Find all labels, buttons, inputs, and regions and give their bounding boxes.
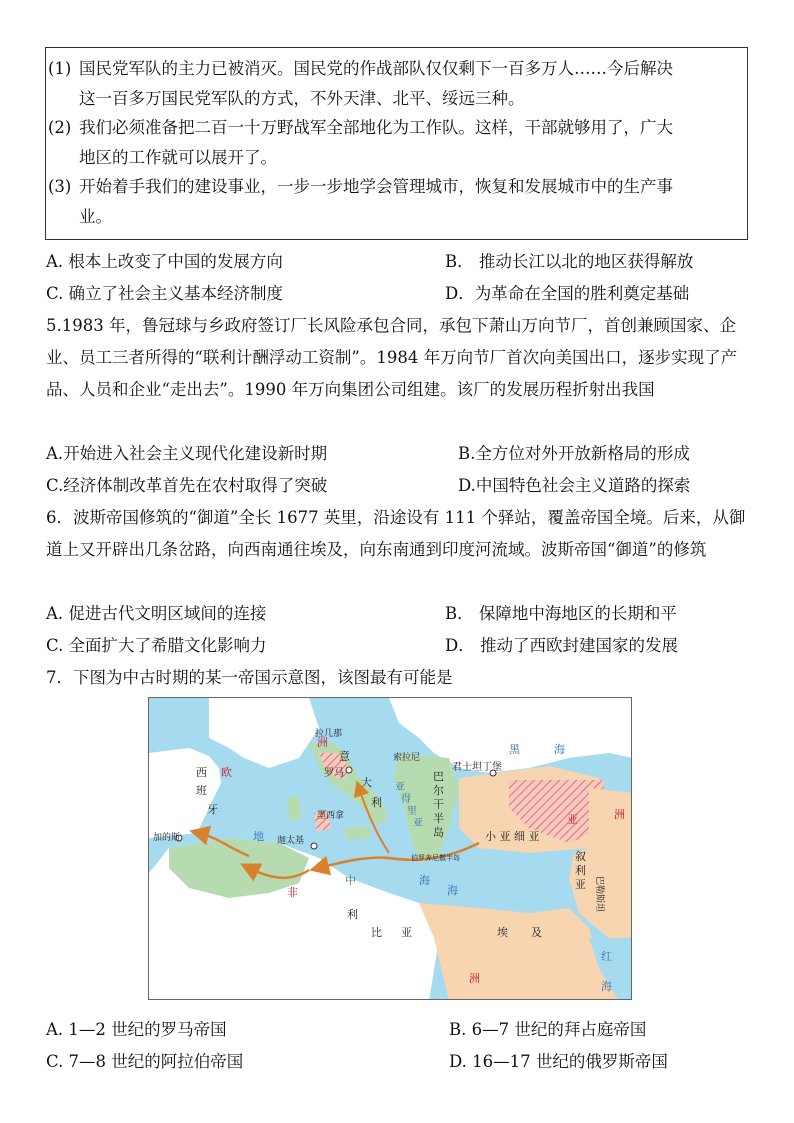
label-ya2: 亚 [575, 878, 586, 891]
label-xu: 叙 [575, 850, 586, 863]
label-bi: 比 [371, 926, 382, 939]
label-li: 利 [371, 796, 382, 809]
label-li-sea: 里 [407, 806, 417, 817]
label-zhou-right: 洲 [614, 808, 625, 821]
label-ya-sea2: 亚 [413, 818, 423, 829]
label-junshi: 君士坦丁堡 [452, 762, 502, 773]
label-hai-black: 海 [554, 743, 565, 756]
label-lanuona: 拉几那 [315, 729, 343, 739]
quote-text-cont: 业。 [79, 206, 112, 226]
quote-item-3 [46, 172, 739, 231]
label-li3: 利 [347, 908, 358, 921]
quote-text-cont: 这一百多万国民党军队的方式，不外天津、北平、绥远三种。 [79, 88, 525, 108]
q5-option-d[interactable]: D.中国特色社会主义道路的探索 [458, 476, 691, 495]
quote-text: 开始着手我们的建设事业，一步一步地学会管理城市，恢复和发展城市中的生产事 [79, 177, 673, 196]
q4-option-a[interactable]: A. 根本上改变了中国的发展方向 [46, 252, 283, 271]
label-hai-med: 海 [447, 884, 458, 897]
q7-option-c[interactable]: C. 7—8 世纪的阿拉伯帝国 [46, 1052, 244, 1071]
quote-number: (3) [48, 177, 72, 196]
q6-option-d[interactable]: D． 推动了西欧封建国家的发展 [445, 636, 678, 655]
quote-text: 国民党军队的主力已被消灭。国民党的作战部队仅仅剩下一百多万人……今后解决 [79, 59, 673, 78]
q6-stem: 6．波斯帝国修筑的“御道”全长 1677 英里，沿途设有 111 个驿站，覆盖帝国全境。后来，从御道上又开辟出几条岔路，向西南通往埃及，向东南通到印度河流域。波斯帝国“御道”的修筑 [46, 508, 746, 559]
label-li2: 利 [575, 864, 586, 877]
label-de: 得 [401, 794, 411, 805]
label-gan: 干 [433, 798, 444, 811]
label-jiataiji: 迦太基 [277, 836, 305, 846]
q7-option-b[interactable]: B. 6—7 世纪的拜占庭帝国 [449, 1020, 647, 1039]
quote-text-cont: 地区的工作就可以展开了。 [79, 147, 277, 167]
q6-option-b[interactable]: B． 保障地中海地区的长期和平 [445, 604, 677, 623]
label-xiaoya: 小 亚 细 亚 [485, 830, 540, 843]
corsica [287, 796, 301, 822]
label-ya3: 亚 [401, 926, 412, 939]
label-suoling: 索拉尼 [393, 753, 421, 763]
label-zhou-top: 洲 [317, 736, 328, 749]
q4-option-b[interactable]: B． 推动长江以北的地区获得解放 [445, 252, 694, 271]
label-dao: 岛 [433, 826, 444, 839]
label-ya: 牙 [207, 803, 218, 816]
q7-option-d[interactable]: D. 16—17 世纪的俄罗斯帝国 [449, 1052, 668, 1071]
quote-item-2 [46, 113, 739, 172]
label-hong: 红 [601, 950, 612, 963]
label-ya-asia: 亚 [567, 813, 578, 826]
label-xi: 西 [196, 766, 207, 779]
q5-option-a[interactable]: A.开始进入社会主义现代化建设新时期 [46, 444, 328, 463]
map-svg [149, 698, 632, 1000]
label-ou: 欧 [221, 766, 232, 779]
label-fei: 非 [287, 886, 298, 899]
label-ai: 埃 [497, 926, 508, 939]
label-ya-sea: 亚 [395, 782, 405, 793]
q4-option-c[interactable]: C. 确立了社会主义基本经济制度 [46, 284, 284, 303]
label-boluo: 伯罗奔尼撒半岛 [411, 854, 460, 862]
label-zhong: 中 [345, 874, 356, 887]
city-carthage-dot [311, 843, 317, 849]
label-er: 尔 [433, 784, 444, 797]
empire-map [148, 697, 632, 1000]
label-jiadisi: 加的斯 [153, 833, 181, 843]
quote-number: (2) [48, 118, 72, 137]
label-ban: 班 [196, 784, 207, 797]
sicily [344, 826, 371, 840]
label-luoma: 罗马 [324, 768, 344, 779]
q7-option-a[interactable]: A. 1—2 世纪的罗马帝国 [46, 1020, 227, 1039]
q4-option-d[interactable]: D．为革命在全国的胜利奠定基础 [445, 284, 690, 303]
label-zhou-africa: 洲 [469, 972, 480, 985]
quote-text: 我们必须准备把二百一十万野战军全部地化为工作队。这样，干部就够用了，广大 [79, 118, 673, 137]
label-ba: 巴 [433, 770, 444, 783]
label-hai-red: 海 [601, 980, 612, 993]
quote-item-1 [46, 54, 739, 113]
q5-stem: 5.1983 年，鲁冠球与乡政府签订厂长风险承包合同，承包下萧山万向节厂，首创兼顾国家、企业、员工三者所得的“联利计酬浮动工资制”。1984 年万向节厂首次向美国出口，逐步实现了产品、人员和企业“走出去”。1990 年万向集团公司组建。该厂的发展历程折射出我国 [46, 316, 738, 399]
quote-box [45, 47, 748, 240]
city-rome-dot [346, 767, 352, 773]
label-ban2: 半 [433, 812, 444, 825]
q6-option-c[interactable]: C. 全面扩大了希腊文化影响力 [46, 636, 267, 655]
q7-stem: 7．下图为中古时期的某一帝国示意图，该图最有可能是 [46, 668, 453, 687]
label-da: 大 [361, 776, 372, 789]
label-moxina: 墨西拿 [317, 811, 345, 821]
q5-option-b[interactable]: B.全方位对外开放新格局的形成 [458, 444, 690, 463]
label-hai2: 海 [419, 874, 430, 887]
label-yi: 意 [339, 750, 350, 763]
label-hei: 黑 [509, 743, 520, 756]
quote-number: (1) [48, 59, 72, 78]
label-di: 地 [253, 830, 264, 843]
q5-option-c[interactable]: C.经济体制改革首先在农村取得了突破 [46, 476, 328, 495]
label-ji: 及 [531, 926, 542, 939]
q6-option-a[interactable]: A. 促进古代文明区域间的连接 [46, 604, 267, 623]
label-baleisitan: 巴勒斯坦 [594, 876, 604, 913]
